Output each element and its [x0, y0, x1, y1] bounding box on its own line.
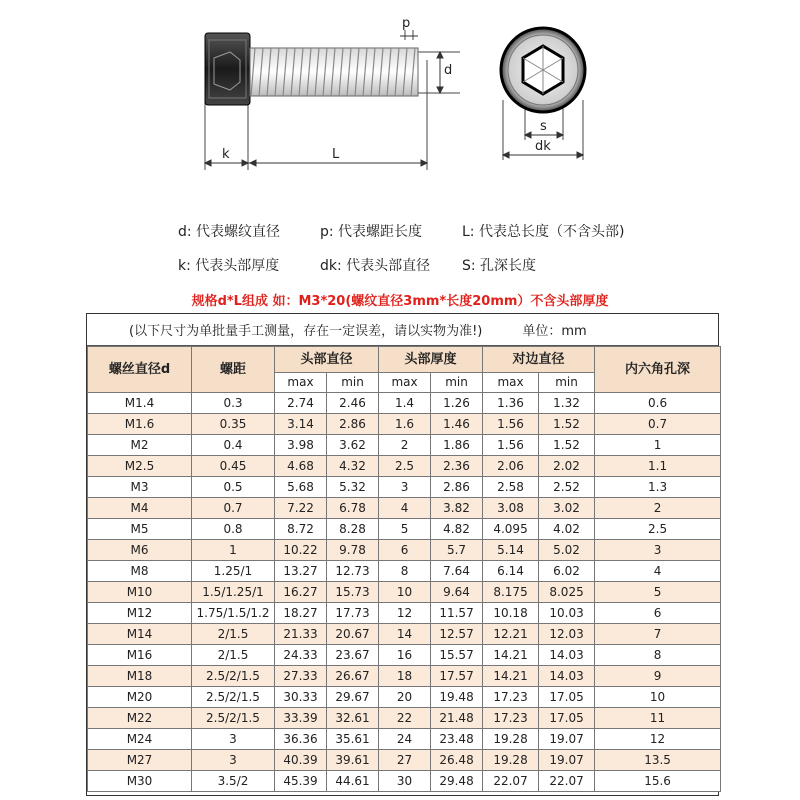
- table-cell: 3.5/2: [192, 771, 275, 792]
- table-cell: M1.6: [88, 414, 192, 435]
- table-cell: 8.025: [539, 582, 595, 603]
- table-cell: 2.5: [595, 519, 721, 540]
- table-cell: 19.07: [539, 750, 595, 771]
- table-cell: 40.39: [275, 750, 327, 771]
- table-cell: 10: [379, 582, 431, 603]
- table-cell: 1.3: [595, 477, 721, 498]
- table-cell: M30: [88, 771, 192, 792]
- table-cell: 3: [595, 540, 721, 561]
- table-cell: 10.22: [275, 540, 327, 561]
- table-cell: M2: [88, 435, 192, 456]
- header-min: min: [327, 373, 379, 393]
- table-cell: 30: [379, 771, 431, 792]
- table-cell: 12.21: [483, 624, 539, 645]
- table-cell: 0.7: [192, 498, 275, 519]
- table-cell: M3: [88, 477, 192, 498]
- table-cell: 5: [595, 582, 721, 603]
- table-cell: 14: [379, 624, 431, 645]
- table-cell: M18: [88, 666, 192, 687]
- table-cell: 1.6: [379, 414, 431, 435]
- table-cell: 24: [379, 729, 431, 750]
- table-cell: 22.07: [483, 771, 539, 792]
- table-cell: 12.57: [431, 624, 483, 645]
- table-cell: 6.02: [539, 561, 595, 582]
- header-min: min: [539, 373, 595, 393]
- header-head-thickness: 头部厚度: [379, 347, 483, 373]
- table-row: [88, 519, 721, 540]
- table-row: [88, 645, 721, 666]
- table-cell: 12.03: [539, 624, 595, 645]
- table-cell: 3.02: [539, 498, 595, 519]
- table-cell: 11: [595, 708, 721, 729]
- table-cell: 2: [595, 498, 721, 519]
- table-cell: 24.33: [275, 645, 327, 666]
- table-cell: 17.05: [539, 708, 595, 729]
- table-cell: 0.4: [192, 435, 275, 456]
- table-row: [88, 477, 721, 498]
- table-cell: 7.64: [431, 561, 483, 582]
- table-cell: 1.56: [483, 435, 539, 456]
- table-cell: M16: [88, 645, 192, 666]
- table-cell: 29.48: [431, 771, 483, 792]
- table-cell: 1.56: [483, 414, 539, 435]
- table-cell: 12: [595, 729, 721, 750]
- screw-head: [205, 33, 250, 105]
- table-cell: 19.07: [539, 729, 595, 750]
- table-cell: 14.03: [539, 645, 595, 666]
- table-cell: 20.67: [327, 624, 379, 645]
- table-cell: 1.25/1: [192, 561, 275, 582]
- table-cell: 33.39: [275, 708, 327, 729]
- table-cell: 35.61: [327, 729, 379, 750]
- table-cell: 2.5/2/1.5: [192, 687, 275, 708]
- header-pitch: 螺距: [192, 347, 275, 393]
- table-cell: 2.52: [539, 477, 595, 498]
- table-cell: 10.03: [539, 603, 595, 624]
- table-cell: 8: [379, 561, 431, 582]
- table-cell: 1: [595, 435, 721, 456]
- table-cell: 22.07: [539, 771, 595, 792]
- table-cell: 18.27: [275, 603, 327, 624]
- label-s: s: [540, 119, 547, 134]
- table-cell: 8.72: [275, 519, 327, 540]
- table-cell: 27.33: [275, 666, 327, 687]
- table-cell: 6: [379, 540, 431, 561]
- table-cell: 0.3: [192, 393, 275, 414]
- table-cell: 12: [379, 603, 431, 624]
- table-cell: 4.32: [327, 456, 379, 477]
- table-cell: 7.22: [275, 498, 327, 519]
- table-cell: M24: [88, 729, 192, 750]
- table-cell: 1.36: [483, 393, 539, 414]
- table-cell: 1.46: [431, 414, 483, 435]
- table-cell: 5: [379, 519, 431, 540]
- header-across-flats: 对边直径: [483, 347, 595, 373]
- label-L: L: [332, 147, 340, 162]
- table-cell: 13.5: [595, 750, 721, 771]
- table-cell: M22: [88, 708, 192, 729]
- table-cell: 17.05: [539, 687, 595, 708]
- header-thread-diameter: 螺丝直径d: [88, 347, 192, 393]
- table-cell: 1.4: [379, 393, 431, 414]
- table-cell: 14.03: [539, 666, 595, 687]
- table-cell: 13.27: [275, 561, 327, 582]
- table-cell: 4.68: [275, 456, 327, 477]
- table-row: [88, 603, 721, 624]
- table-cell: 30.33: [275, 687, 327, 708]
- table-cell: M5: [88, 519, 192, 540]
- legend-k: k: 代表头部厚度: [178, 258, 280, 274]
- table-cell: 16: [379, 645, 431, 666]
- table-cell: 15.6: [595, 771, 721, 792]
- legend-dk: dk: 代表头部直径: [320, 258, 431, 274]
- table-cell: 1.52: [539, 414, 595, 435]
- table-cell: 21.33: [275, 624, 327, 645]
- table-cell: 2: [379, 435, 431, 456]
- table-cell: 2/1.5: [192, 624, 275, 645]
- table-cell: M8: [88, 561, 192, 582]
- table-row: [88, 582, 721, 603]
- legend-s: S: 孔深长度: [462, 258, 537, 274]
- table-cell: 1.5/1.25/1: [192, 582, 275, 603]
- table-row: [88, 414, 721, 435]
- spec-table-body: [88, 393, 721, 792]
- table-caption-row: [87, 314, 718, 346]
- table-row: [88, 729, 721, 750]
- table-cell: 4: [379, 498, 431, 519]
- table-cell: 3.82: [431, 498, 483, 519]
- table-cell: 1.52: [539, 435, 595, 456]
- table-cell: 14.21: [483, 666, 539, 687]
- table-row: [88, 393, 721, 414]
- table-row: [88, 540, 721, 561]
- table-cell: 36.36: [275, 729, 327, 750]
- table-cell: 6: [595, 603, 721, 624]
- table-cell: 22: [379, 708, 431, 729]
- table-cell: M2.5: [88, 456, 192, 477]
- table-cell: 0.7: [595, 414, 721, 435]
- table-cell: 3.14: [275, 414, 327, 435]
- table-row: [88, 624, 721, 645]
- legend-p: p: 代表螺距长度: [320, 224, 423, 240]
- header-hex-depth: 内六角孔深: [595, 347, 721, 393]
- table-cell: M4: [88, 498, 192, 519]
- header-min: min: [431, 373, 483, 393]
- table-cell: 17.57: [431, 666, 483, 687]
- table-cell: M27: [88, 750, 192, 771]
- table-cell: 39.61: [327, 750, 379, 771]
- spec-note: 规格d*L组成 如：M3*20(螺纹直径3mm*长度20mm）不含头部厚度: [191, 294, 609, 309]
- table-cell: 20: [379, 687, 431, 708]
- table-cell: 1: [192, 540, 275, 561]
- table-cell: 23.67: [327, 645, 379, 666]
- table-cell: 8.175: [483, 582, 539, 603]
- table-cell: 45.39: [275, 771, 327, 792]
- table-cell: 2.5/2/1.5: [192, 666, 275, 687]
- table-cell: M12: [88, 603, 192, 624]
- table-cell: 2.5: [379, 456, 431, 477]
- table-cell: 0.45: [192, 456, 275, 477]
- legend-d: d: 代表螺纹直径: [178, 224, 281, 240]
- table-row: [88, 708, 721, 729]
- header-max: max: [379, 373, 431, 393]
- legend-L: L: 代表总长度（不含头部): [462, 224, 625, 240]
- table-cell: 2.46: [327, 393, 379, 414]
- table-cell: 0.5: [192, 477, 275, 498]
- table-cell: 2/1.5: [192, 645, 275, 666]
- table-cell: 4.095: [483, 519, 539, 540]
- table-cell: 3.62: [327, 435, 379, 456]
- table-cell: 19.48: [431, 687, 483, 708]
- table-unit: 单位：mm: [522, 324, 587, 339]
- table-row: [88, 498, 721, 519]
- table-cell: 3: [379, 477, 431, 498]
- table-cell: 8: [595, 645, 721, 666]
- table-cell: 23.48: [431, 729, 483, 750]
- table-cell: 27: [379, 750, 431, 771]
- table-cell: 21.48: [431, 708, 483, 729]
- table-cell: M10: [88, 582, 192, 603]
- table-cell: 3.98: [275, 435, 327, 456]
- table-row: [88, 456, 721, 477]
- label-d: d: [444, 63, 453, 78]
- table-cell: 0.8: [192, 519, 275, 540]
- table-cell: 15.73: [327, 582, 379, 603]
- table-cell: 17.23: [483, 708, 539, 729]
- table-cell: 6.78: [327, 498, 379, 519]
- header-head-diameter: 头部直径: [275, 347, 379, 373]
- table-cell: 4.82: [431, 519, 483, 540]
- table-cell: 9.64: [431, 582, 483, 603]
- table-cell: 18: [379, 666, 431, 687]
- table-cell: 16.27: [275, 582, 327, 603]
- label-k: k: [222, 147, 230, 162]
- table-cell: 17.73: [327, 603, 379, 624]
- spec-table-container: [86, 313, 719, 796]
- table-cell: 1.1: [595, 456, 721, 477]
- table-cell: 5.7: [431, 540, 483, 561]
- table-cell: 5.14: [483, 540, 539, 561]
- table-cell: 2.58: [483, 477, 539, 498]
- table-cell: 1.86: [431, 435, 483, 456]
- table-caption: (以下尺寸为单批量手工测量，存在一定误差，请以实物为准!): [129, 324, 483, 339]
- table-cell: 29.67: [327, 687, 379, 708]
- spec-table: [87, 346, 721, 792]
- table-cell: 32.61: [327, 708, 379, 729]
- table-cell: 3.08: [483, 498, 539, 519]
- table-cell: 5.02: [539, 540, 595, 561]
- table-cell: 11.57: [431, 603, 483, 624]
- header-max: max: [275, 373, 327, 393]
- screw-diagram: [0, 0, 800, 210]
- table-cell: 14.21: [483, 645, 539, 666]
- table-cell: 9: [595, 666, 721, 687]
- table-cell: 2.5/2/1.5: [192, 708, 275, 729]
- table-cell: 2.86: [327, 414, 379, 435]
- table-cell: 9.78: [327, 540, 379, 561]
- table-cell: 26.48: [431, 750, 483, 771]
- table-cell: M14: [88, 624, 192, 645]
- table-row: [88, 771, 721, 792]
- label-p: p: [402, 16, 411, 31]
- table-cell: 4: [595, 561, 721, 582]
- table-cell: M1.4: [88, 393, 192, 414]
- header-max: max: [483, 373, 539, 393]
- table-cell: 2.86: [431, 477, 483, 498]
- table-cell: 3: [192, 729, 275, 750]
- table-cell: 2.02: [539, 456, 595, 477]
- table-cell: M6: [88, 540, 192, 561]
- table-cell: 2.74: [275, 393, 327, 414]
- table-cell: M20: [88, 687, 192, 708]
- table-cell: 6.14: [483, 561, 539, 582]
- table-row: [88, 666, 721, 687]
- table-cell: 7: [595, 624, 721, 645]
- table-cell: 5.32: [327, 477, 379, 498]
- table-cell: 19.28: [483, 729, 539, 750]
- table-cell: 1.32: [539, 393, 595, 414]
- table-cell: 2.06: [483, 456, 539, 477]
- table-cell: 26.67: [327, 666, 379, 687]
- table-cell: 10.18: [483, 603, 539, 624]
- table-cell: 10: [595, 687, 721, 708]
- table-cell: 2.36: [431, 456, 483, 477]
- table-cell: 8.28: [327, 519, 379, 540]
- table-cell: 19.28: [483, 750, 539, 771]
- table-cell: 0.6: [595, 393, 721, 414]
- table-cell: 4.02: [539, 519, 595, 540]
- table-cell: 0.35: [192, 414, 275, 435]
- table-row: [88, 687, 721, 708]
- table-cell: 1.26: [431, 393, 483, 414]
- table-row: [88, 561, 721, 582]
- table-row: [88, 750, 721, 771]
- table-cell: 3: [192, 750, 275, 771]
- table-row: [88, 435, 721, 456]
- table-cell: 12.73: [327, 561, 379, 582]
- table-cell: 1.75/1.5/1.2: [192, 603, 275, 624]
- label-dk: dk: [535, 139, 551, 154]
- table-cell: 17.23: [483, 687, 539, 708]
- table-cell: 15.57: [431, 645, 483, 666]
- table-cell: 44.61: [327, 771, 379, 792]
- table-cell: 5.68: [275, 477, 327, 498]
